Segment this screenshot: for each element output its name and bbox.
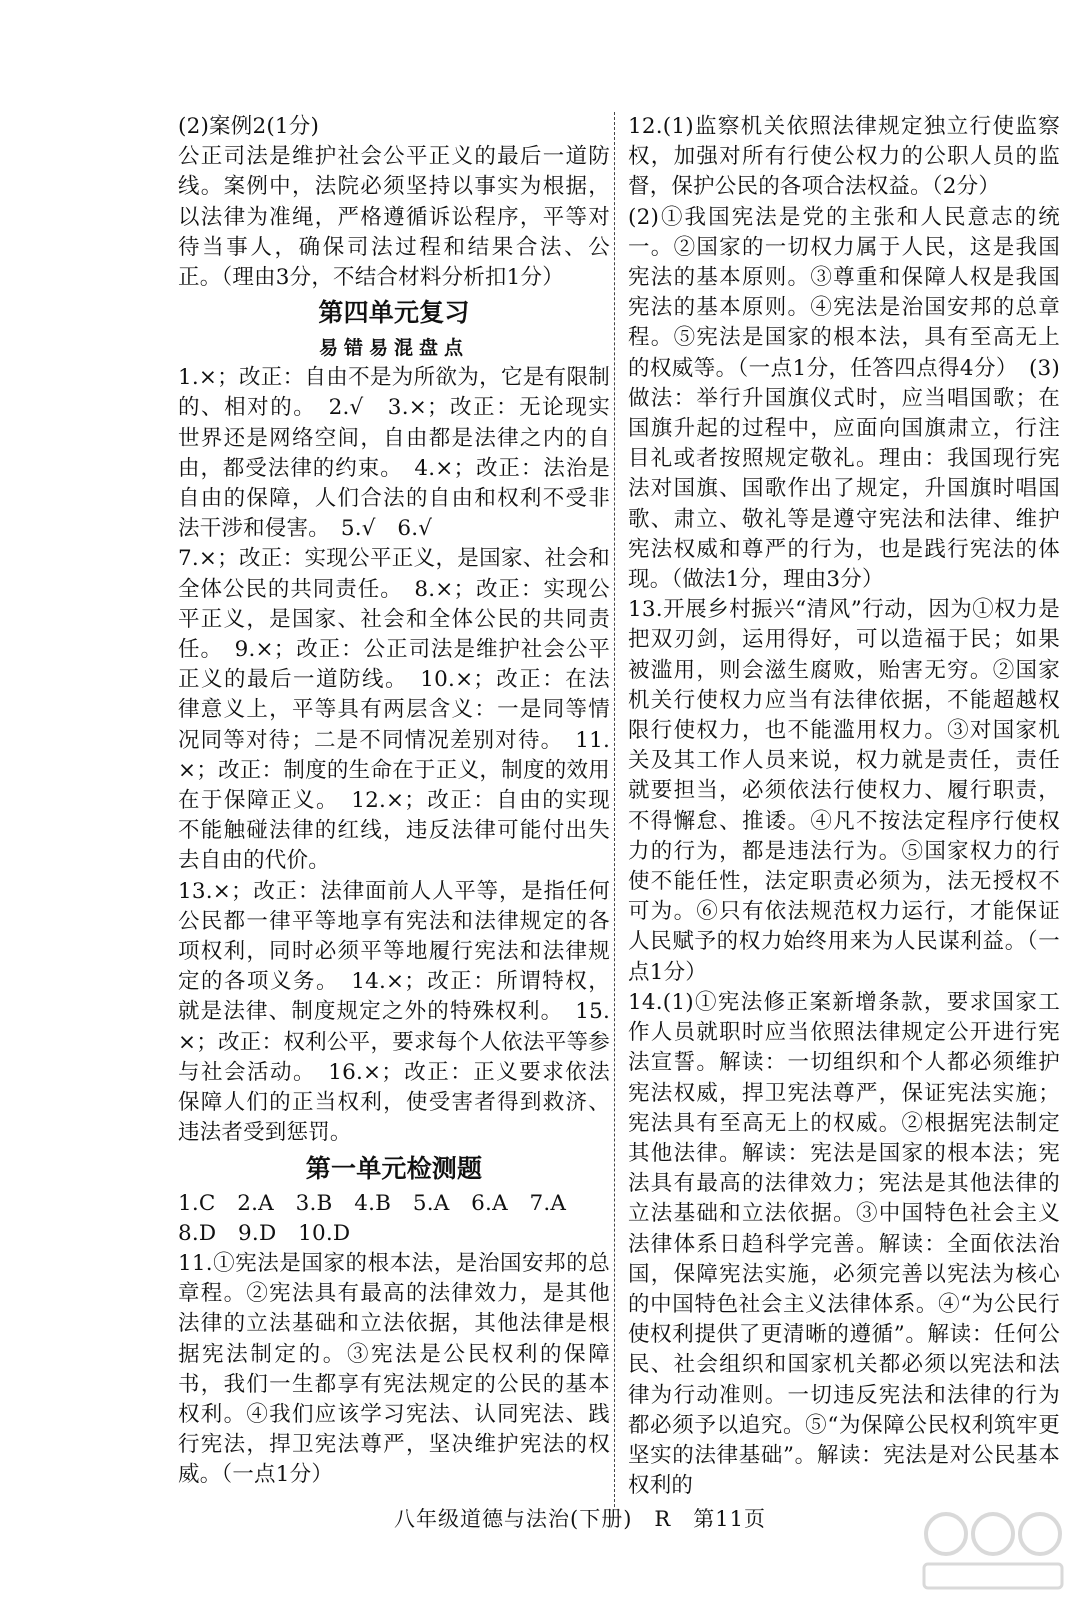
answer-line: 1.C 2.A 3.B 4.B 5.A 6.A 7.A	[178, 1190, 567, 1216]
right-column	[628, 112, 1060, 1501]
section-subtitle: 易错易混盘点	[318, 337, 469, 360]
answer-line: 8.D 9.D 10.D	[178, 1220, 351, 1246]
paragraph: 11.①宪法是国家的根本法，是治国安邦的总章程。②宪法具有最高的法律效力，是其他法律的立法基础和立法依据，其他法律是根据宪法制定的。③宪法是公民权利的保障书，我们一生都享有宪法规定的公民的基本权利。④我们应该学习宪法、认同宪法、践行宪法，捍卫宪法尊严，坚决维护宪法的权威。（一点1分）	[178, 1250, 610, 1488]
paragraph: 13.×；改正：法律面前人人平等，是指任何公民都一律平等地享有宪法和法律规定的各项权利，同时必须平等地履行宪法和法律规定的各项义务。 14.×；改正：所谓特权，就是法律、制度规定之外的特殊权利。 15.×；改正：权利公平，要求每个人依法平等参与社会活动。 16.×；改正：正义要求依法保障人们的正当权利，使受害者得到救济、违法者受到惩罚。	[178, 878, 610, 1146]
left-column	[178, 112, 610, 1491]
page-footer: 八年级道德与法治(下册) R 第11页	[394, 1507, 766, 1531]
paragraph: (2)案例2(1分)	[178, 114, 320, 139]
paragraph: 1.×；改正：自由不是为所欲为，它是有限制的、相对的。 2.√ 3.×；改正：无论现实世界还是网络空间，自由都是法律之内的自由，都受法律的约束。 4.×；改正：法治是自由的保障，人们合法的自由和权利不受非法干涉和侵害。 5.√ 6.√	[178, 365, 610, 542]
column-divider	[614, 112, 615, 1507]
watermark-logo	[918, 1508, 1068, 1592]
section-title: 第一单元检测题	[305, 1153, 483, 1183]
paragraph: 12.(1)监察机关依照法律规定独立行使监察权，加强对所有行使公权力的公职人员的监督，保护公民的各项合法权益。（2分）	[628, 114, 1060, 200]
paragraph: 公正司法是维护社会公平正义的最后一道防线。案例中，法院必须坚持以事实为根据，以法律为准绳，严格遵循诉讼程序，平等对待当事人，确保司法过程和结果合法、公正。（理由3分，不结合材料分析扣1分）	[178, 144, 610, 291]
section-title: 第四单元复习	[318, 298, 470, 328]
paragraph: 13.开展乡村振兴“清风”行动，因为①权力是把双刃剑，运用得好，可以造福于民；如果被滥用，则会滋生腐败，贻害无穷。②国家机关行使权力应当有法律依据，不能超越权限行使权力，也不能滥用权力。③对国家机关及其工作人员来说，权力就是责任，责任就要担当，必须依法行使权力、履行职责，不得懈怠、推诿。④凡不按法定程序行使权力的行为，都是违法行为。⑤国家权力的行使不能任性，法定职责必须为，法无授权不可为。⑥只有依法规范权力运行，才能保证人民赋予的权力始终用来为人民谋利益。（一点1分）	[628, 597, 1060, 985]
paragraph: 14.(1)①宪法修正案新增条款，要求国家工作人员就职时应当依照法律规定公开进行宪法宣誓。解读：一切组织和个人都必须维护宪法权威，捍卫宪法尊严，保证宪法实施；宪法具有至高无上的权威。②根据宪法制定其他法律。解读：宪法是国家的根本法；宪法具有最高的法律效力；宪法是其他法律的立法基础和立法依据。③中国特色社会主义法律体系日趋科学完善。解读：全面依法治国，保障宪法实施，必须完善以宪法为核心的中国特色社会主义法律体系。④“为公民行使权利提供了更清晰的遵循”。解读：任何公民、社会组织和国家机关都必须以宪法和法律为行动准则。一切违反宪法和法律的行为都必须予以追究。⑤“为保障公民权利筑牢更坚实的法律基础”。解读：宪法是对公民基本权利的	[628, 989, 1060, 1499]
paragraph: 7.×；改正：实现公平正义，是国家、社会和全体公民的共同责任。 8.×；改正：实现公平正义，是国家、社会和全体公民的共同责任。 9.×；改正：公正司法是维护社会公平正义的最后一道防线。 10.×；改正：在法律意义上，平等具有两层含义：一是同等情况同等对待；二是不同情况差别对待。 11.×；改正：制度的生命在于正义，制度的效用在于保障正义。 12.×；改正：自由的实现不能触碰法律的红线，违反法律可能付出失去自由的代价。	[178, 546, 610, 874]
paragraph: (2)①我国宪法是党的主张和人民意志的统一。②国家的一切权力属于人民，这是我国宪法的基本原则。③尊重和保障人权是我国宪法的基本原则。④宪法是治国安邦的总章程。⑤宪法是国家的根本法，具有至高无上的权威等。（一点1分，任答四点得4分） (3)做法：举行升国旗仪式时，应当唱国歌；在国旗升起的过程中，应面向国旗肃立，行注目礼或者按照规定敬礼。理由：我国现行宪法对国旗、国歌作出了规定，升国旗时唱国歌、肃立、敬礼等是遵守宪法和法律、维护宪法权威和尊严的行为，也是践行宪法的体现。（做法1分，理由3分）	[628, 204, 1060, 593]
